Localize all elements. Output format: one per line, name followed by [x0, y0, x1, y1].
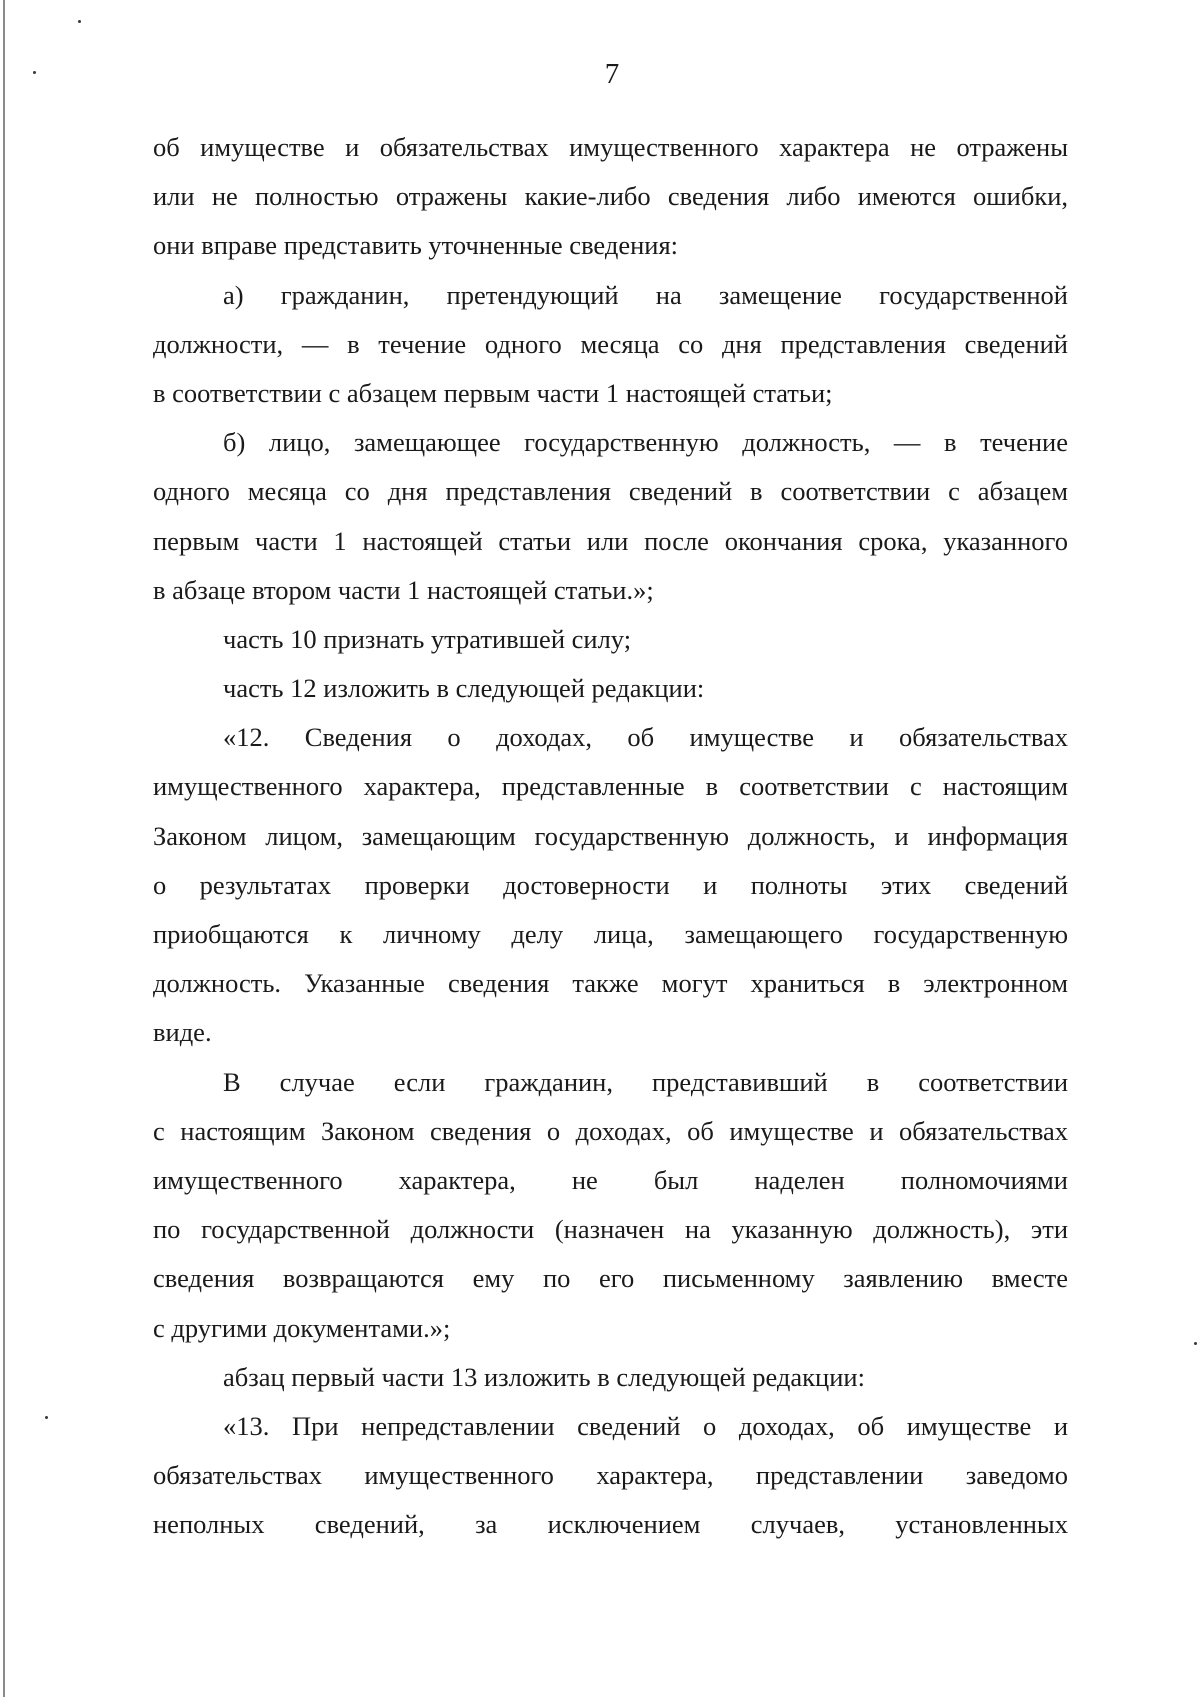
text-line: в соответствии с абзацем первым части 1 настоящей статьи;: [153, 377, 833, 408]
document-body: [153, 123, 1068, 1549]
text-line: «13. При непредставлении сведений о доходах, об имуществе и: [223, 1410, 1068, 1441]
text-line: часть 12 изложить в следующей редакции:: [223, 673, 705, 704]
text-line: первым части 1 настоящей статьи или после окончания срока, указанного: [153, 525, 1068, 556]
page-number: 7: [604, 58, 620, 90]
text-line: В случае если гражданин, представивший в соответствии: [223, 1066, 1068, 1097]
text-line: абзац первый части 13 изложить в следующей редакции:: [223, 1361, 865, 1392]
text-line: о результатах проверки достоверности и полноты этих сведений: [153, 869, 1068, 900]
text-line: приобщаются к личному делу лица, замещающего государственную: [153, 919, 1068, 949]
text-line: обязательствах имущественного характера, представлении заведомо: [153, 1460, 1068, 1491]
scan-edge: [3, 0, 5, 1697]
text-line: б) лицо, замещающее государственную должность, — в течение: [223, 427, 1068, 458]
text-line: по государственной должности (назначен на указанную должность), эти: [153, 1214, 1068, 1245]
text-line: часть 10 признать утратившей силу;: [223, 623, 632, 654]
text-line: с настоящим Законом сведения о доходах, об имуществе и обязательствах: [153, 1115, 1068, 1146]
text-line: имущественного характера, представленные в соответствии с настоящим: [153, 771, 1068, 802]
scan-speck: [1194, 1342, 1197, 1345]
text-line: об имуществе и обязательствах имущественного характера не отражены: [153, 132, 1068, 162]
text-line: должность. Указанные сведения также могут храниться в электронном: [153, 968, 1068, 999]
text-line: а) гражданин, претендующий на замещение государственной: [223, 279, 1068, 310]
text-line: имущественного характера, не был наделен полномочиями: [153, 1164, 1068, 1195]
text-line: сведения возвращаются ему по его письменному заявлению вместе: [153, 1263, 1068, 1294]
text-line: с другими документами.»;: [153, 1312, 451, 1343]
text-line: или не полностью отражены какие-либо сведения либо имеются ошибки,: [153, 181, 1068, 212]
scan-speck: [78, 20, 81, 23]
text-line: в абзаце втором части 1 настоящей статьи.»;: [153, 574, 654, 605]
text-line: виде.: [153, 1017, 212, 1048]
text-line: «12. Сведения о доходах, об имуществе и обязательствах: [223, 722, 1068, 753]
text-line: Законом лицом, замещающим государственную должность, и информация: [153, 820, 1068, 851]
text-line: они вправе представить уточненные сведения:: [153, 230, 678, 261]
text-line: неполных сведений, за исключением случаев, установленных: [153, 1509, 1068, 1540]
scan-speck: [45, 1416, 48, 1419]
text-line: должности, — в течение одного месяца со дня представления сведений: [153, 328, 1068, 359]
text-line: одного месяца со дня представления сведений в соответствии с абзацем: [153, 476, 1068, 507]
